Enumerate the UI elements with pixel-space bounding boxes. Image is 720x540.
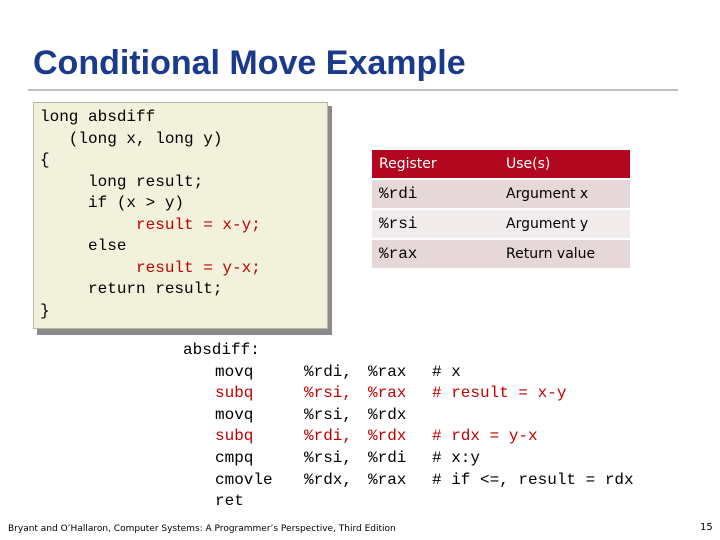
table-row	[372, 180, 630, 208]
code-line: return result;	[40, 280, 223, 298]
asm-source: %rdx,	[304, 470, 353, 489]
header-uses: Use(s)	[499, 150, 630, 178]
code-line-highlighted: result = y-x;	[40, 258, 261, 277]
code-line: else	[40, 237, 127, 255]
asm-opcode: ret	[215, 492, 244, 511]
asm-dest: %rax	[368, 384, 407, 403]
asm-label-column	[183, 340, 260, 362]
asm-comment: # if <=, result = rdx	[432, 470, 634, 489]
header-register: Register	[372, 150, 499, 178]
asm-dest	[368, 491, 406, 513]
asm-source-column	[304, 362, 352, 513]
page-number: 15	[700, 522, 713, 533]
code-line: (long x, long y)	[40, 129, 223, 148]
code-line: if (x > y)	[40, 194, 185, 212]
asm-opcode: cmovle	[215, 470, 273, 489]
register-cell: %rdi	[372, 180, 499, 208]
asm-function-label: absdiff:	[183, 341, 260, 359]
asm-comment	[432, 491, 634, 513]
asm-dest: %rdi	[368, 448, 407, 467]
code-line-highlighted: result = x-y;	[40, 215, 261, 234]
asm-opcode: subq	[215, 384, 254, 403]
asm-comment: # result = x-y	[432, 384, 567, 403]
asm-dest-column	[368, 362, 406, 513]
register-cell: %rsi	[372, 210, 499, 238]
asm-comment-column	[432, 362, 634, 513]
asm-comment	[432, 405, 634, 427]
asm-source: %rsi,	[304, 448, 353, 467]
asm-comment: # x	[432, 362, 461, 381]
table-row	[372, 240, 630, 268]
asm-opcode: subq	[215, 427, 254, 446]
use-cell: Argument y	[499, 210, 630, 238]
asm-dest: %rax	[368, 470, 407, 489]
asm-opcode: movq	[215, 405, 254, 424]
use-cell: Return value	[499, 240, 630, 268]
asm-source: %rsi,	[304, 384, 353, 403]
asm-dest: %rdx	[368, 427, 407, 446]
register-table-header	[372, 150, 630, 178]
code-line: long result;	[40, 172, 204, 191]
asm-comment: # rdx = y-x	[432, 427, 538, 446]
c-code-box	[33, 102, 328, 329]
use-cell: Argument x	[499, 180, 630, 208]
code-line: long absdiff	[40, 108, 156, 126]
asm-source: %rdi,	[304, 362, 353, 381]
asm-comment: # x:y	[432, 448, 481, 467]
title-divider	[28, 89, 678, 91]
table-row	[372, 210, 630, 238]
asm-opcode-column	[215, 362, 273, 513]
asm-dest: %rax	[368, 362, 407, 381]
register-cell: %rax	[372, 240, 499, 268]
asm-source: %rdi,	[304, 427, 353, 446]
asm-opcode: cmpq	[215, 448, 254, 467]
asm-source	[304, 491, 352, 513]
asm-opcode: movq	[215, 362, 254, 381]
asm-source: %rsi,	[304, 405, 353, 424]
code-line: {	[40, 151, 50, 169]
code-line: }	[40, 301, 50, 320]
slide-title: Conditional Move Example	[33, 44, 466, 82]
slide-footer: Bryant and O’Hallaron, Computer Systems: A Programmer’s Perspective, Third Edition	[8, 524, 396, 534]
register-table	[372, 148, 630, 270]
asm-dest: %rdx	[368, 405, 407, 424]
